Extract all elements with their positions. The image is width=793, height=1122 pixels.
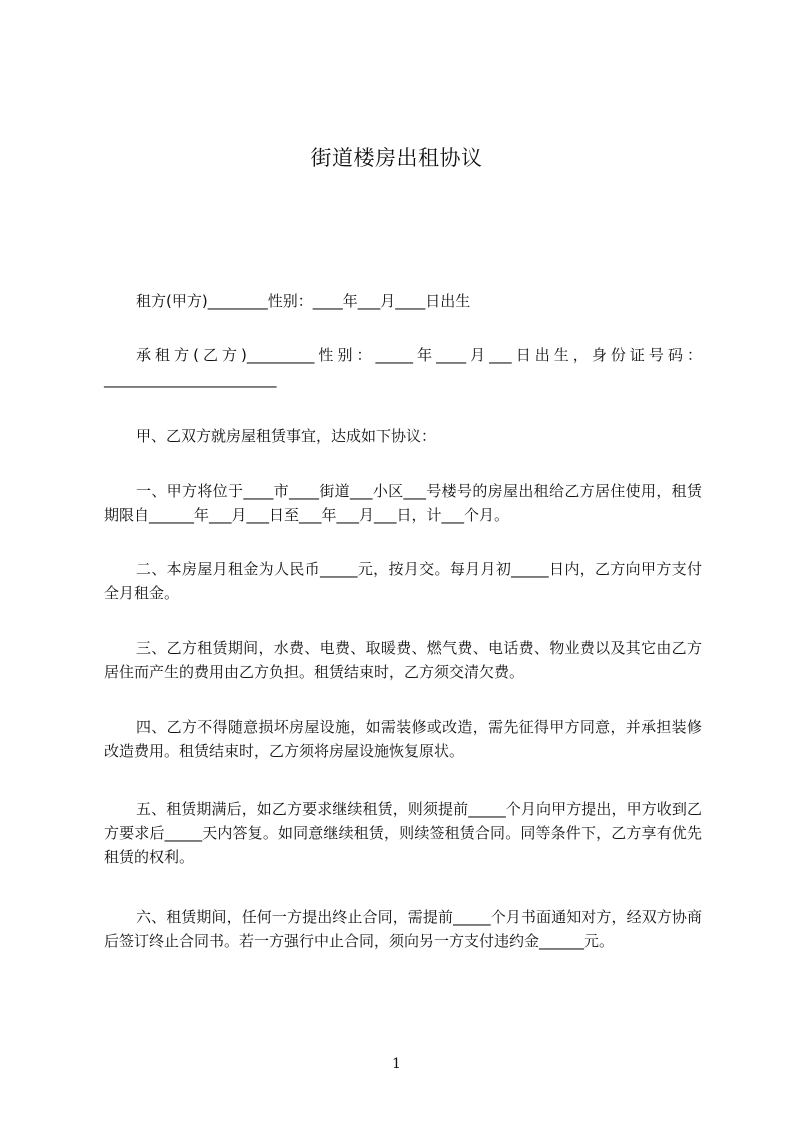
clause-1: 一、甲方将位于____市____街道___小区___号楼号的房屋出租给乙方居住使用，租赁期限自______年___月___日至___年___月___日，计___个月。 bbox=[104, 482, 702, 524]
document-title: 街道楼房出租协议 bbox=[310, 146, 483, 170]
clause-6: 六、租赁期间，任何一方提出终止合同，需提前_____个月书面通知对方，经双方协商后签订终止合同书。若一方强行中止合同，须向另一方支付违约金______元。 bbox=[104, 908, 702, 950]
clause-4: 四、乙方不得随意损坏房屋设施，如需装修或改造，需先征得甲方同意，并承担装修改造费用。租赁结束时，乙方须将房屋设施恢复原状。 bbox=[104, 718, 702, 760]
clause-5: 五、租赁期满后，如乙方要求继续租赁，则须提前_____个月向甲方提出，甲方收到乙方要求后_____天内答复。如同意继续租赁，则续签租赁合同。同等条件下，乙方享有优先租赁的权利。 bbox=[104, 800, 702, 866]
clause-2: 二、本房屋月租金为人民币_____元，按月交。每月月初_____日内，乙方向甲方支付全月租金。 bbox=[104, 560, 702, 602]
page-number: 1 bbox=[392, 1056, 401, 1072]
paragraph-lessor-info: 租方(甲方)________性别：____年___月____日出生 bbox=[136, 292, 471, 310]
paragraph-lessee-info: 承租方(乙方)_________性别：_____年____月___日出生，身份证号码：_______________________ bbox=[104, 346, 702, 388]
clause-3: 三、乙方租赁期间，水费、电费、取暖费、燃气费、电话费、物业费以及其它由乙方居住而产生的费用由乙方负担。租赁结束时，乙方须交清欠费。 bbox=[104, 639, 702, 681]
paragraph-intro: 甲、乙双方就房屋租赁事宜，达成如下协议： bbox=[136, 427, 437, 445]
